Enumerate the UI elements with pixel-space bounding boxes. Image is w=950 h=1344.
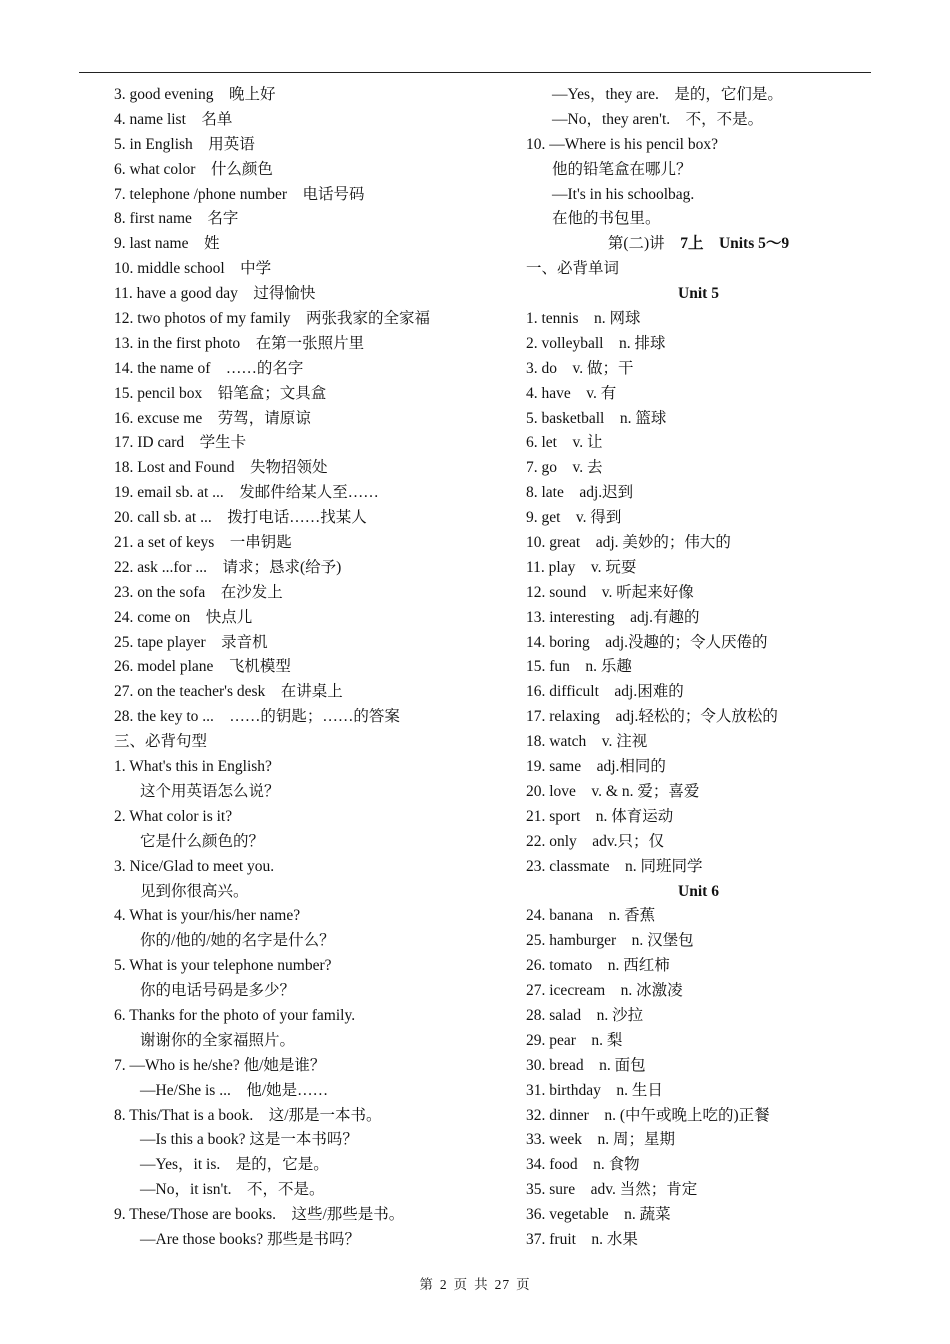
left-column-line: 9. last name 姓: [114, 235, 220, 253]
footer-page-word: 页: [453, 1277, 469, 1292]
left-column-line: 它是什么颜色的？: [140, 832, 265, 850]
left-column-line: 6. Thanks for the photo of your family.: [114, 1006, 356, 1024]
left-column-line: 20. call sb. at ... 拨打电话……找某人: [114, 509, 367, 527]
right-column-line: 22. only adv.只；仅: [526, 832, 665, 850]
right-column-line: 7. go v. 去: [526, 459, 603, 477]
footer-page-number: 2: [439, 1277, 448, 1292]
left-column-line: 22. ask ...for ... 请求；恳求(给予): [114, 558, 342, 576]
left-column-line: 16. excuse me 劳驾，请原谅: [114, 409, 311, 427]
right-column-line: 在他的书包里。: [552, 210, 661, 228]
right-column-line: 27. icecream n. 冰激凌: [526, 982, 683, 1000]
left-column-line: 24. come on 快点儿: [114, 608, 253, 626]
right-column-line: 25. hamburger n. 汉堡包: [526, 932, 694, 950]
right-column-line: 36. vegetable n. 蔬菜: [526, 1206, 671, 1224]
right-column-line: 34. food n. 食物: [526, 1156, 640, 1174]
right-column-line: 第(二)讲 7上 Units 5～9: [607, 235, 790, 253]
right-column-line: 16. difficult adj.困难的: [526, 683, 684, 701]
left-column-line: 11. have a good day 过得愉快: [114, 285, 316, 303]
left-column-line: 13. in the first photo 在第一张照片里: [114, 334, 365, 352]
right-column-line: 2. volleyball n. 排球: [526, 334, 666, 352]
left-column-line: —No，it isn't. 不，不是。: [140, 1181, 325, 1199]
right-column-line: 37. fruit n. 水果: [526, 1230, 638, 1248]
left-column-line: 谢谢你的全家福照片。: [140, 1031, 296, 1049]
left-column-line: —Yes，it is. 是的，它是。: [140, 1156, 329, 1174]
right-column-line: 30. bread n. 面包: [526, 1056, 646, 1074]
right-column-line: —No，they aren't. 不，不是。: [552, 110, 764, 128]
right-column-line: 1. tennis n. 网球: [526, 310, 641, 328]
right-column-line: 13. interesting adj.有趣的: [526, 608, 700, 626]
right-column-line: —It's in his schoolbag.: [552, 185, 695, 203]
right-column-line: 6. let v. 让: [526, 434, 603, 452]
footer-prefix: 第: [419, 1277, 434, 1292]
right-column-line: Unit 5: [678, 285, 719, 303]
left-column-line: 你的/他的/她的名字是什么？: [140, 932, 335, 950]
left-column-line: 2. What color is it?: [114, 807, 233, 825]
right-column-line: 12. sound v. 听起来好像: [526, 583, 694, 601]
right-column-line: 9. get v. 得到: [526, 509, 622, 527]
right-column-line: 一、必背单词: [526, 260, 620, 278]
left-column-line: 4. name list 名单: [114, 110, 233, 128]
footer-total-pages: 27: [494, 1277, 511, 1292]
right-column-line: 29. pear n. 梨: [526, 1031, 623, 1049]
right-column-line: 35. sure adv. 当然；肯定: [526, 1181, 698, 1199]
left-column-line: 26. model plane 飞机模型: [114, 658, 291, 676]
left-column-line: 8. This/That is a book. 这/那是一本书。: [114, 1106, 382, 1124]
left-column-line: 3. Nice/Glad to meet you.: [114, 857, 275, 875]
right-column-line: 33. week n. 周；星期: [526, 1131, 675, 1149]
left-column-line: 23. on the sofa 在沙发上: [114, 583, 283, 601]
right-column-line: 4. have v. 有: [526, 384, 617, 402]
left-column-line: 5. What is your telephone number?: [114, 957, 332, 975]
right-column-line: 5. basketball n. 篮球: [526, 409, 667, 427]
right-column-line: 15. fun n. 乐趣: [526, 658, 632, 676]
right-column-line: 28. salad n. 沙拉: [526, 1006, 644, 1024]
right-column-line: 17. relaxing adj.轻松的；令人放松的: [526, 708, 778, 726]
left-column-line: —Are those books? 那些是书吗？: [140, 1230, 360, 1248]
left-column-line: 4. What is your/his/her name?: [114, 907, 301, 925]
left-column-line: 28. the key to ... ……的钥匙；……的答案: [114, 708, 400, 726]
header-rule: [79, 72, 871, 73]
right-column-line: 10. great adj. 美妙的；伟大的: [526, 534, 731, 552]
left-column-line: 15. pencil box 铅笔盒；文具盒: [114, 384, 327, 402]
right-column-line: 31. birthday n. 生日: [526, 1081, 663, 1099]
right-column-line: 26. tomato n. 西红柿: [526, 957, 670, 975]
left-column-line: 这个用英语怎么说？: [140, 782, 280, 800]
right-column-line: 19. same adj.相同的: [526, 758, 666, 776]
right-column-line: 20. love v. & n. 爱；喜爱: [526, 782, 700, 800]
left-column-line: 7. telephone /phone number 电话号码: [114, 185, 365, 203]
left-column-line: 14. the name of ……的名字: [114, 359, 304, 377]
right-column-line: 32. dinner n. (中午或晚上吃的)正餐: [526, 1106, 770, 1124]
left-column-line: 1. What's this in English?: [114, 758, 272, 776]
left-column-line: 12. two photos of my family 两张我家的全家福: [114, 310, 431, 328]
left-column-line: —He/She is ... 他/她是……: [140, 1081, 329, 1099]
footer-total-word: 共: [474, 1277, 489, 1292]
left-column-line: 3. good evening 晚上好: [114, 86, 276, 103]
left-column-line: 25. tape player 录音机: [114, 633, 268, 651]
right-column-line: 10. —Where is his pencil box?: [526, 135, 718, 153]
right-column-line: —Yes，they are. 是的，它们是。: [552, 86, 783, 103]
left-column-line: 9. These/Those are books. 这些/那些是书。: [114, 1206, 405, 1224]
left-column-line: 27. on the teacher's desk 在讲桌上: [114, 683, 343, 701]
left-column-line: 6. what color 什么颜色: [114, 160, 273, 178]
right-column-line: 24. banana n. 香蕉: [526, 907, 656, 925]
right-column-line: 他的铅笔盒在哪儿？: [552, 160, 692, 178]
right-column-line: 23. classmate n. 同班同学: [526, 857, 703, 875]
right-column-line: 3. do v. 做；干: [526, 359, 634, 377]
left-column-line: 5. in English 用英语: [114, 135, 255, 153]
right-column-line: Unit 6: [678, 882, 719, 900]
left-column: [114, 83, 514, 1253]
left-column-line: 你的电话号码是多少？: [140, 982, 296, 1000]
right-column-line: 11. play v. 玩耍: [526, 558, 637, 576]
right-column-line: 21. sport n. 体育运动: [526, 807, 674, 825]
left-column-line: 8. first name 名字: [114, 210, 239, 228]
right-column-line: 8. late adj.迟到: [526, 484, 634, 502]
left-column-line: —Is this a book? 这是一本书吗？: [140, 1131, 358, 1149]
footer-suffix: 页: [516, 1277, 531, 1292]
left-column-line: 18. Lost and Found 失物招领处: [114, 459, 328, 477]
right-column: [526, 83, 871, 1253]
right-column-line: 14. boring adj.没趣的；令人厌倦的: [526, 633, 768, 651]
left-column-line: 7. —Who is he/she? 他/她是谁？: [114, 1056, 326, 1074]
left-column-line: 10. middle school 中学: [114, 260, 272, 278]
left-column-line: 21. a set of keys 一串钥匙: [114, 534, 292, 552]
left-column-line: 三、必背句型: [114, 733, 208, 751]
left-column-line: 17. ID card 学生卡: [114, 434, 247, 452]
right-column-line: 18. watch v. 注视: [526, 733, 648, 751]
left-column-line: 19. email sb. at ... 发邮件给某人至……: [114, 484, 379, 502]
page-footer: [0, 1273, 950, 1293]
left-column-line: 见到你很高兴。: [140, 882, 249, 900]
